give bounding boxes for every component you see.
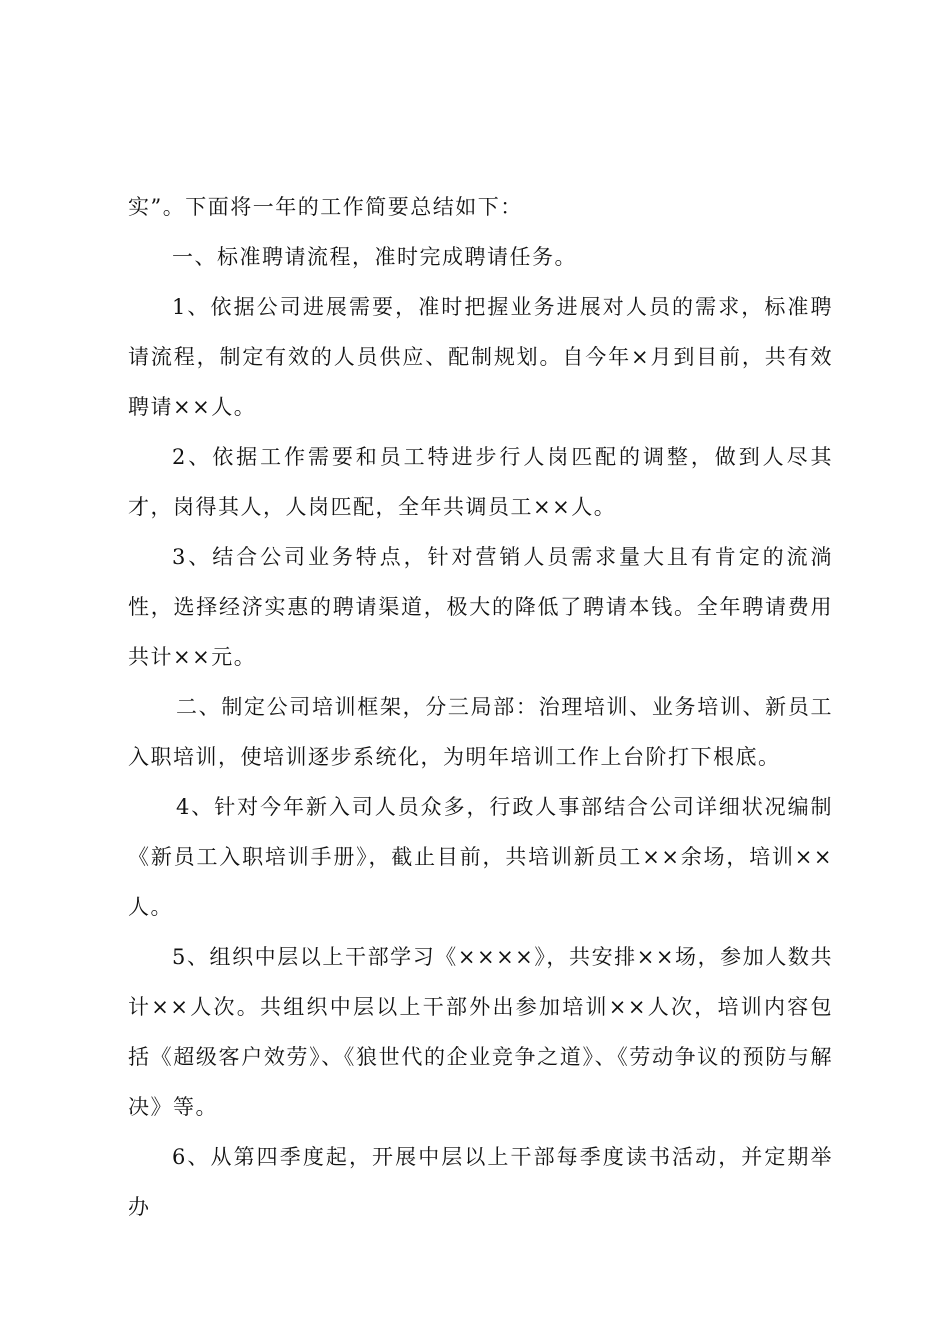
paragraph-item-2: 2、依据工作需要和员工特进步行人岗匹配的调整，做到人尽其才，岗得其人，人岗匹配，全年共调员工××人。 (128, 445, 833, 519)
section-heading-training: 二、制定公司培训框架，分三局部：治理培训、业务培训、新员工入职培训，使培训逐步系统化，为明年培训工作上台阶打下根底。 (128, 695, 833, 769)
document-body (128, 182, 833, 1232)
paragraph-item-5: 5、组织中层以上干部学习《××××》，共安排××场，参加人数共计××人次。共组织中层以上干部外出参加培训××人次，培训内容包括《超级客户效劳》、《狼世代的企业竞争之道》、《劳动争议的预防与解决》等。 (128, 945, 833, 1119)
paragraph-item-1: 1、依据公司进展需要，准时把握业务进展对人员的需求，标准聘请流程，制定有效的人员供应、配制规划。自今年×月到目前，共有效聘请××人。 (128, 295, 833, 419)
section-heading-recruitment: 一、标准聘请流程，准时完成聘请任务。 (172, 245, 577, 269)
paragraph-continuation: 实”。下面将一年的工作简要总结如下： (128, 195, 523, 219)
paragraph-item-3: 3、结合公司业务特点，针对营销人员需求量大且有肯定的流淌性，选择经济实惠的聘请渠道，极大的降低了聘请本钱。全年聘请费用共计××元。 (128, 545, 833, 669)
paragraph-item-4: 4、针对今年新入司人员众多，行政人事部结合公司详细状况编制《新员工入职培训手册》，截止目前，共培训新员工××余场，培训××人。 (128, 795, 833, 919)
paragraph-item-6: 6、从第四季度起，开展中层以上干部每季度读书活动，并定期举办 (128, 1145, 833, 1219)
